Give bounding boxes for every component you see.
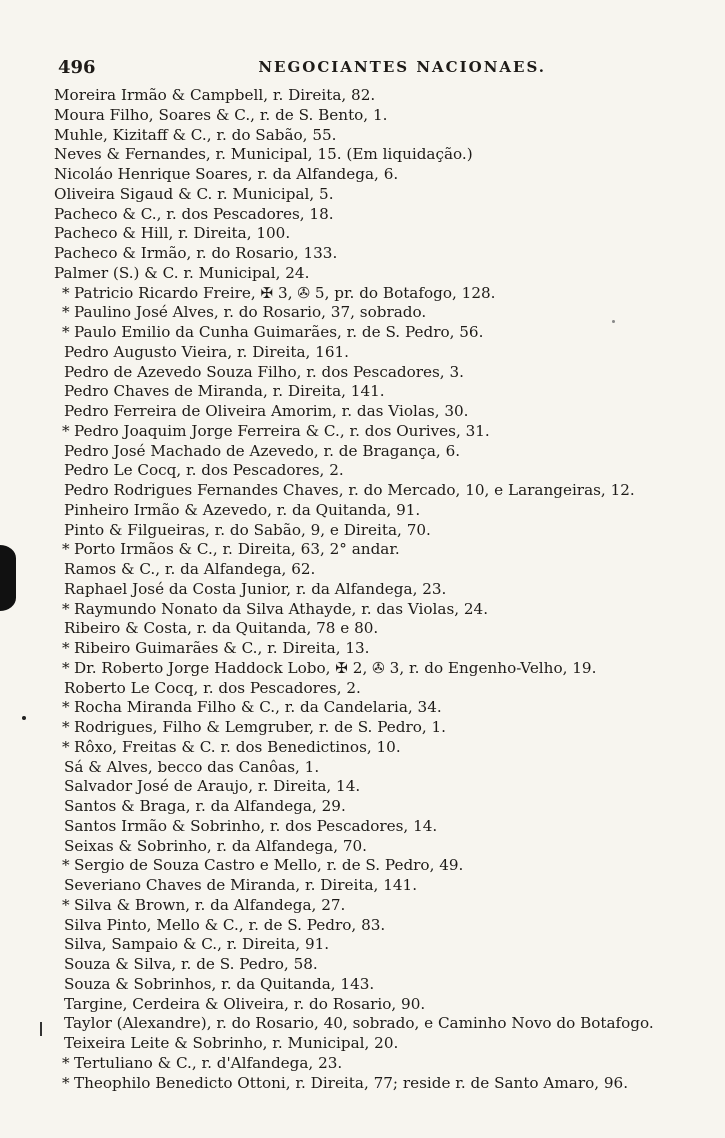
entry-text: Targine, Cerdeira & Oliveira, r. do Rosario, 90. [64, 994, 426, 1013]
entry-text: Ribeiro Guimarães & C., r. Direita, 13. [74, 639, 370, 657]
entry-text: Dr. Roberto Jorge Haddock Lobo, ✠ 2, ✇ 3, r. do Engenho-Velho, 19. [74, 658, 597, 677]
page-number: 496 [58, 56, 96, 78]
entry-text: Rocha Miranda Filho & C., r. da Candelaria, 34. [74, 698, 442, 717]
list-item [44, 916, 704, 936]
list-item [44, 86, 704, 106]
list-item [44, 639, 704, 659]
paper-speck [612, 320, 615, 323]
entry-text: Nicoláo Henrique Soares, r. da Alfandega, 6. [54, 165, 399, 183]
list-item [44, 540, 704, 560]
list-item [44, 698, 704, 718]
list-item [44, 817, 704, 837]
entry-text: Sá & Alves, becco das Canôas, 1. [64, 757, 320, 776]
list-item [44, 935, 704, 955]
entry-text: Raphael José da Costa Junior, r. da Alfandega, 23. [64, 579, 447, 598]
list-item [44, 1074, 704, 1094]
list-item [44, 975, 704, 995]
entry-text: Pacheco & C., r. dos Pescadores, 18. [54, 204, 334, 223]
list-item [44, 224, 704, 244]
entry-text: Porto Irmãos & C., r. Direita, 63, 2° andar. [74, 540, 400, 559]
entry-text: Pedro Chaves de Miranda, r. Direita, 141. [64, 382, 385, 401]
entry-text: Rôxo, Freitas & C. r. dos Benedictinos, 10. [74, 737, 401, 756]
margin-mark [22, 716, 26, 720]
list-item [44, 600, 704, 620]
list-item [44, 363, 704, 383]
entry-text: Patricio Ricardo Freire, ✠ 3, ✇ 5, pr. do Botafogo, 128. [74, 283, 496, 302]
list-item [44, 777, 704, 797]
asterisk-marker: * [62, 283, 70, 302]
entry-text: Paulo Emilio da Cunha Guimarães, r. de S. Pedro, 56. [74, 323, 484, 341]
list-item [44, 619, 704, 639]
entry-text: Pedro Augusto Vieira, r. Direita, 161. [64, 342, 349, 361]
list-item [44, 422, 704, 442]
entry-text: Pinheiro Irmão & Azevedo, r. da Quitanda, 91. [64, 500, 421, 519]
list-item [44, 995, 704, 1015]
list-item [44, 738, 704, 758]
entry-text: Pacheco & Hill, r. Direita, 100. [54, 224, 291, 243]
entry-text: Santos & Braga, r. da Alfandega, 29. [64, 797, 346, 815]
entry-text: Silva & Brown, r. da Alfandega, 27. [74, 895, 346, 914]
asterisk-marker: * [62, 1073, 70, 1092]
asterisk-marker: * [62, 323, 70, 341]
list-item [44, 145, 704, 165]
asterisk-marker: * [62, 599, 70, 618]
list-item [44, 580, 704, 600]
asterisk-marker: * [62, 1053, 70, 1072]
list-item [44, 1014, 704, 1034]
running-head: NEGOCIANTES NACIONAES. [258, 58, 546, 76]
entry-text: Ribeiro & Costa, r. da Quitanda, 78 e 80. [64, 619, 379, 638]
asterisk-marker: * [62, 540, 70, 559]
page-header [58, 52, 548, 82]
entry-text: Raymundo Nonato da Silva Athayde, r. das Violas, 24. [74, 599, 489, 618]
entry-text: Oliveira Sigaud & C. r. Municipal, 5. [54, 184, 334, 203]
entry-text: Moreira Irmão & Campbell, r. Direita, 82. [54, 86, 376, 104]
entry-text: Pedro Joaquim Jorge Ferreira & C., r. dos Ourives, 31. [74, 421, 490, 440]
list-item [44, 876, 704, 896]
list-item [44, 837, 704, 857]
entry-text: Santos Irmão & Sobrinho, r. dos Pescadores, 14. [64, 816, 438, 835]
list-item [44, 303, 704, 323]
entry-text: Pedro José Machado de Azevedo, r. de Bragança, 6. [64, 441, 461, 460]
entry-text: Pedro Le Cocq, r. dos Pescadores, 2. [64, 461, 344, 480]
entry-text: Sergio de Souza Castro e Mello, r. de S. Pedro, 49. [74, 856, 464, 875]
list-item [44, 718, 704, 738]
list-item [44, 896, 704, 916]
list-item [44, 1034, 704, 1054]
entry-text: Seixas & Sobrinho, r. da Alfandega, 70. [64, 836, 368, 855]
list-item [44, 442, 704, 462]
margin-mark [40, 1022, 42, 1036]
list-item [44, 106, 704, 126]
asterisk-marker: * [62, 895, 70, 914]
list-item [44, 758, 704, 778]
asterisk-marker: * [62, 303, 70, 322]
entry-text: Souza & Silva, r. de S. Pedro, 58. [64, 955, 318, 973]
list-item [44, 560, 704, 580]
binding-clip-mark [0, 545, 16, 611]
list-item [44, 284, 704, 304]
list-item [44, 955, 704, 975]
entry-text: Pedro Ferreira de Oliveira Amorim, r. das Violas, 30. [64, 402, 469, 420]
entry-text: Ramos & C., r. da Alfandega, 62. [64, 560, 316, 578]
list-item [44, 1054, 704, 1074]
asterisk-marker: * [62, 737, 70, 756]
entry-text: Taylor (Alexandre), r. do Rosario, 40, sobrado, e Caminho Novo do Botafogo. [64, 1014, 654, 1033]
asterisk-marker: * [62, 856, 70, 875]
list-item [44, 797, 704, 817]
asterisk-marker: * [62, 421, 70, 440]
asterisk-marker: * [62, 698, 70, 717]
entry-text: Silva, Sampaio & C., r. Direita, 91. [64, 935, 330, 954]
list-item [44, 205, 704, 225]
asterisk-marker: * [62, 718, 70, 736]
list-item [44, 679, 704, 699]
entry-text: Souza & Sobrinhos, r. da Quitanda, 143. [64, 974, 375, 993]
list-item [44, 856, 704, 876]
list-item [44, 244, 704, 264]
list-item [44, 343, 704, 363]
entry-text: Pedro de Azevedo Souza Filho, r. dos Pescadores, 3. [64, 362, 464, 381]
entry-text: Silva Pinto, Mello & C., r. de S. Pedro, 83. [64, 915, 386, 934]
entry-text: Roberto Le Cocq, r. dos Pescadores, 2. [64, 678, 361, 697]
list-item [44, 264, 704, 284]
list-item [44, 481, 704, 501]
entry-text: Muhle, Kizitaff & C., r. do Sabão, 55. [54, 125, 337, 144]
entry-text: Pinto & Filgueiras, r. do Sabão, 9, e Direita, 70. [64, 520, 431, 539]
entry-text: Severiano Chaves de Miranda, r. Direita, 141. [64, 876, 418, 894]
entry-text: Pacheco & Irmão, r. do Rosario, 133. [54, 244, 338, 262]
list-item [44, 501, 704, 521]
list-item [44, 165, 704, 185]
entry-text: Tertuliano & C., r. d'Alfandega, 23. [74, 1053, 343, 1072]
entry-text: Teixeira Leite & Sobrinho, r. Municipal, 20. [64, 1034, 399, 1052]
list-item [44, 126, 704, 146]
entry-text: Neves & Fernandes, r. Municipal, 15. (Em liquidação.) [54, 145, 473, 164]
list-item [44, 382, 704, 402]
entry-text: Salvador José de Araujo, r. Direita, 14. [64, 777, 361, 796]
asterisk-marker: * [62, 658, 70, 677]
asterisk-marker: * [62, 639, 70, 657]
entry-text: Theophilo Benedicto Ottoni, r. Direita, 77; reside r. de Santo Amaro, 96. [74, 1073, 629, 1092]
entry-text: Paulino José Alves, r. do Rosario, 37, sobrado. [74, 303, 427, 322]
list-item [44, 185, 704, 205]
list-item [44, 402, 704, 422]
entry-text: Moura Filho, Soares & C., r. de S. Bento, 1. [54, 105, 388, 124]
entry-text: Palmer (S.) & C. r. Municipal, 24. [54, 263, 310, 282]
merchant-list [44, 86, 704, 1093]
list-item [44, 659, 704, 679]
list-item [44, 323, 704, 343]
list-item [44, 461, 704, 481]
list-item [44, 521, 704, 541]
entry-text: Rodrigues, Filho & Lemgruber, r. de S. Pedro, 1. [74, 718, 447, 736]
entry-text: Pedro Rodrigues Fernandes Chaves, r. do Mercado, 10, e Larangeiras, 12. [64, 481, 635, 499]
